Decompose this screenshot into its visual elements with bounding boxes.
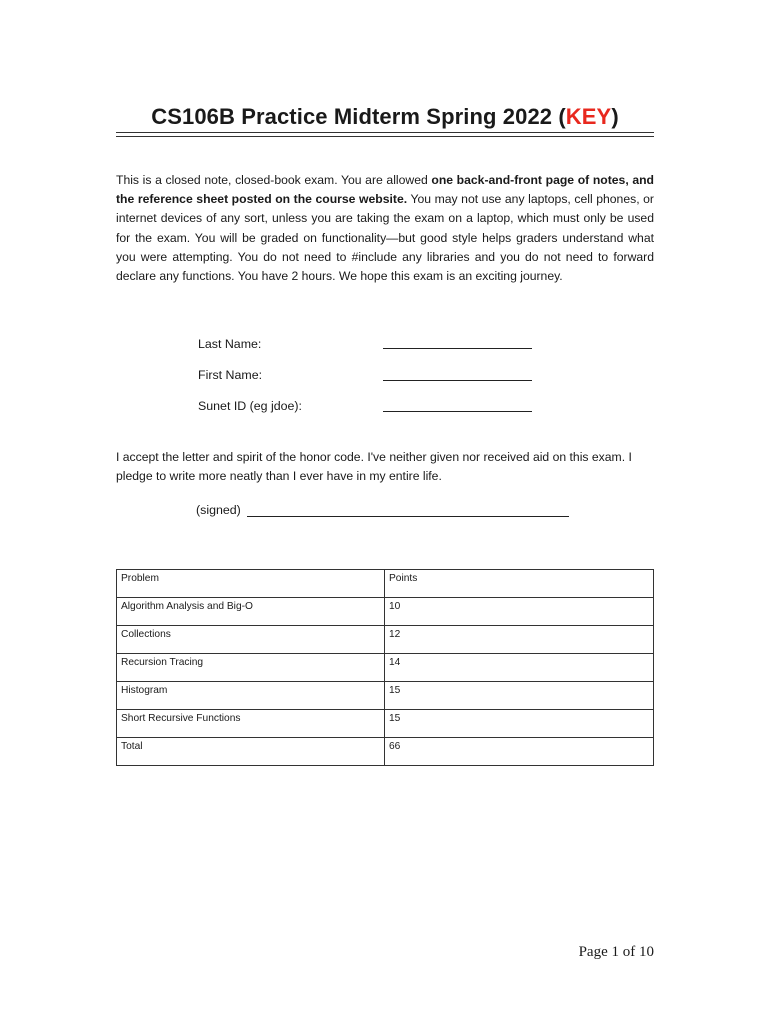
instructions-text-2: You may not use any laptops, cell phones, or internet devices of any sort, unless you are taking the exam on a laptop, which must only be used for the exam. You will be graded on functionality—but good style helps graders understand what you were attempting. You do not need to #include any libraries and you do not need to forward declare any functions. You have 2 hours. We hope this exam is an exciting journey. <box>116 192 654 284</box>
score-table <box>116 569 654 766</box>
problem-cell: Collections <box>117 626 385 654</box>
table-row <box>117 626 654 654</box>
problem-cell: Short Recursive Functions <box>117 710 385 738</box>
points-cell: 10 <box>385 598 654 626</box>
sunet-id-label: Sunet ID (eg jdoe): <box>198 399 303 413</box>
title-key-label: KEY <box>565 104 612 129</box>
total-label-cell: Total <box>117 738 385 766</box>
points-cell: 12 <box>385 626 654 654</box>
signed-label: (signed) <box>196 503 241 517</box>
first-name-field[interactable] <box>383 380 532 381</box>
title-rule-bottom <box>116 136 654 137</box>
page-title <box>116 104 654 130</box>
instructions-bold-text: one back-and-front page of notes, and the reference sheet posted on the course website. <box>116 173 654 207</box>
title-rule-top <box>116 132 654 133</box>
last-name-field[interactable] <box>383 348 532 349</box>
honor-code-statement: I accept the letter and spirit of the honor code. I've neither given nor received aid on this exam. I pledge to write more neatly than I ever have in my entire life. <box>116 450 632 484</box>
page-number: Page 1 of 10 <box>578 944 654 960</box>
header-problem: Problem <box>117 570 385 598</box>
table-row <box>117 654 654 682</box>
table-row <box>117 710 654 738</box>
score-table-header-row <box>117 570 654 598</box>
header-points: Points <box>385 570 654 598</box>
title-main: CS106B Practice Midterm Spring 2022 ( <box>151 104 566 129</box>
problem-cell: Algorithm Analysis and Big-O <box>117 598 385 626</box>
instructions-paragraph <box>116 171 654 286</box>
problem-cell: Recursion Tracing <box>117 654 385 682</box>
table-row <box>117 682 654 710</box>
problem-cell: Histogram <box>117 682 385 710</box>
points-cell: 15 <box>385 682 654 710</box>
sunet-id-field[interactable] <box>383 411 532 412</box>
table-row-total <box>117 738 654 766</box>
total-points-cell: 66 <box>385 738 654 766</box>
instructions-text-1: This is a closed note, closed-book exam. You are allowed <box>116 173 432 187</box>
points-cell: 14 <box>385 654 654 682</box>
points-cell: 15 <box>385 710 654 738</box>
first-name-label: First Name: <box>198 368 263 382</box>
last-name-label: Last Name: <box>198 337 262 351</box>
table-row <box>117 598 654 626</box>
title-close-paren: ) <box>611 104 619 129</box>
signature-field[interactable] <box>247 516 569 517</box>
